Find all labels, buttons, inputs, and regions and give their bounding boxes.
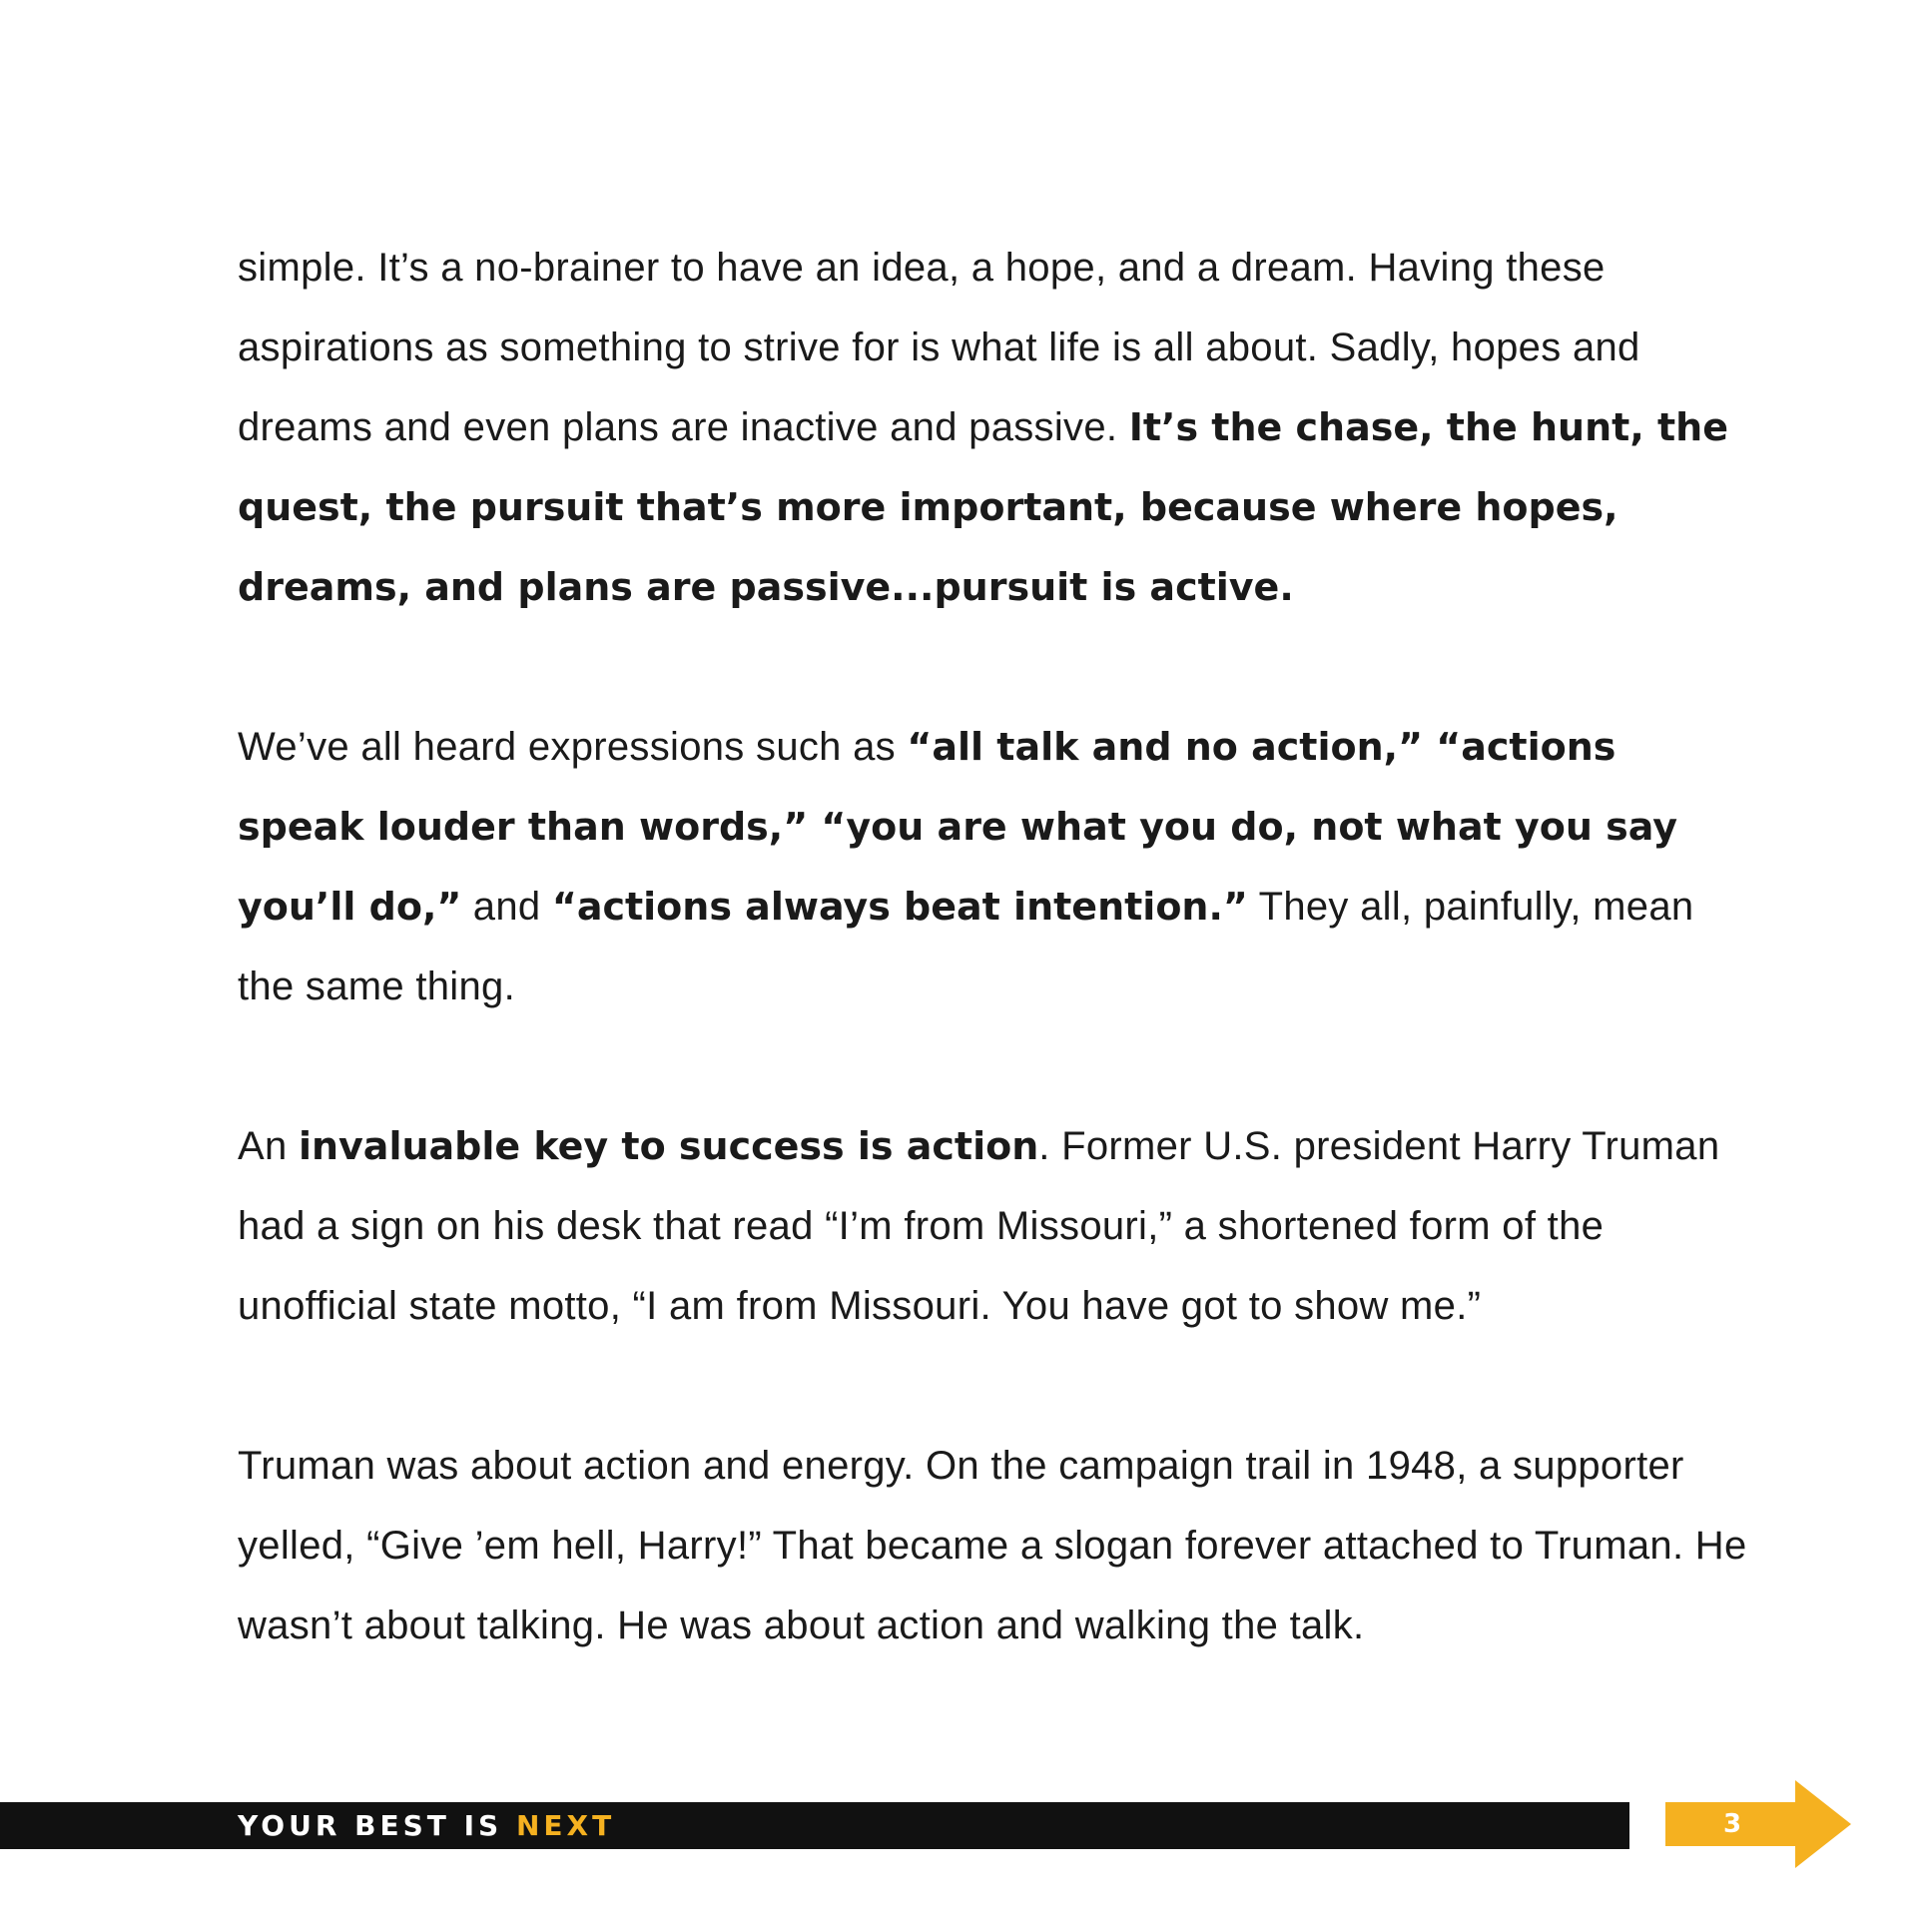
right-arrow-icon[interactable] <box>1665 1780 1851 1868</box>
footer-title-main: YOUR BEST IS <box>238 1809 516 1842</box>
paragraph-4-text: Truman was about action and energy. On the campaign trail in 1948, a supporter yelled, “Give ’em hell, Harry!” That became a slogan forever attached to Truman. He wasn’t about talking. He was about action and walking the talk. <box>238 1444 1747 1647</box>
paragraph-2-quotes: “all talk and no action,” “actions speak louder than words,” “you are what you do, not what you say you’ll do,” <box>238 725 1678 929</box>
paragraph-1-emphasis: It’s the chase, the hunt, the quest, the pursuit that’s more important, because where hopes, dreams, and plans are passive...pursuit is active. <box>238 405 1728 609</box>
footer-title <box>238 1807 615 1845</box>
page-body <box>238 228 1755 1665</box>
paragraph-2-text-end: They all, painfully, mean the same thing. <box>238 885 1694 1008</box>
paragraph-3-text-intro: An <box>238 1124 299 1168</box>
paragraph-2 <box>238 707 1755 1026</box>
paragraph-3-emphasis: invaluable key to success is action <box>298 1124 1039 1168</box>
paragraph-3-text-end: . Former U.S. president Harry Truman had a sign on his desk that read “I’m from Missouri,” a shortened form of the unofficial state motto, “I am from Missouri. You have got to show me.” <box>238 1124 1720 1328</box>
paragraph-1 <box>238 228 1755 627</box>
paragraph-3 <box>238 1106 1755 1346</box>
page-number: 3 <box>1722 1809 1742 1839</box>
footer-title-accent: NEXT <box>515 1809 616 1842</box>
paragraph-2-quote-intention: “actions always beat intention.” <box>551 885 1248 929</box>
paragraph-4 <box>238 1426 1755 1665</box>
paragraph-2-text-and: and <box>461 885 552 929</box>
paragraph-1-text: simple. It’s a no-brainer to have an idea, a hope, and a dream. Having these aspirations as something to strive for is what life is all about. Sadly, hopes and dreams and even plans are inactive and passive. <box>238 246 1640 449</box>
arrow-shape <box>1665 1780 1851 1868</box>
paragraph-2-text-intro: We’ve all heard expressions such as <box>238 725 908 769</box>
